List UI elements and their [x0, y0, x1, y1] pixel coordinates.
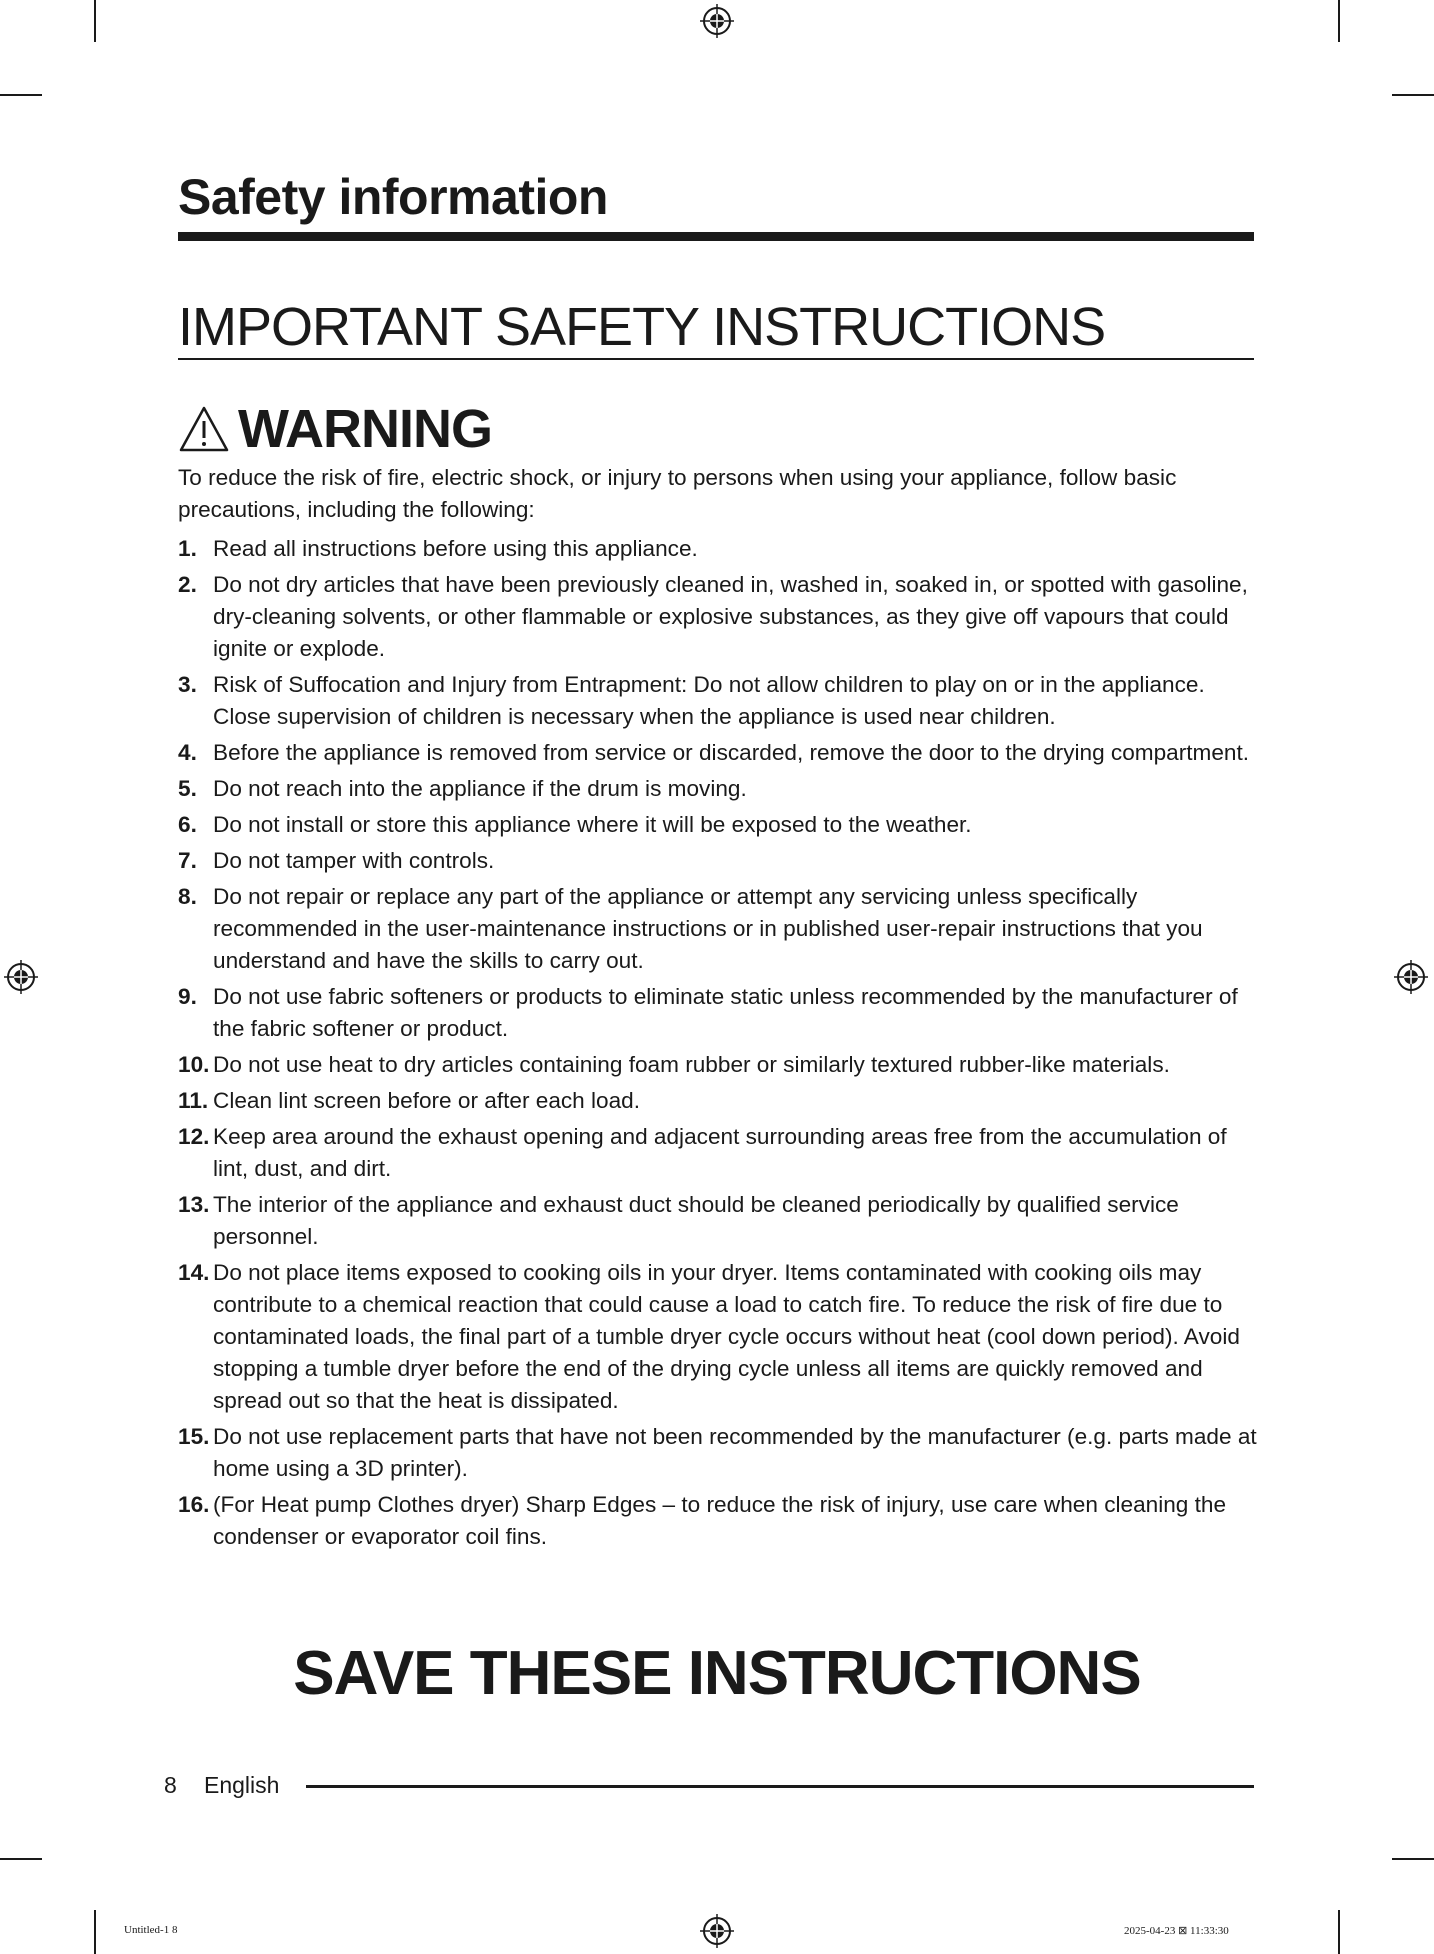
list-item-text: Do not reach into the appliance if the drum is moving.	[213, 776, 747, 801]
list-item-number: 1.	[178, 536, 197, 561]
list-item-text: Do not tamper with controls.	[213, 848, 495, 873]
list-item-number: 3.	[178, 672, 197, 697]
list-item-text: Do not install or store this appliance where it will be exposed to the weather.	[213, 812, 972, 837]
list-item-text: Do not place items exposed to cooking oils in your dryer. Items contaminated with cooking oils may contribute to a chemical reaction that could cause a load to catch fire. To reduce the risk of fire due to contaminated loads, the final part of a tumble dryer cycle occurs without heat (cool down period). Avoid stopping a tumble dryer before the end of the drying cycle unless all items are quickly removed and spread out so that the heat is dissipated.	[213, 1260, 1240, 1413]
list-item	[178, 1121, 1268, 1185]
registration-mark-icon	[1394, 960, 1428, 994]
registration-mark-icon	[4, 960, 38, 994]
registration-mark-icon	[700, 4, 734, 38]
warning-heading	[178, 396, 492, 462]
list-item-text: Do not use replacement parts that have not been recommended by the manufacturer (e.g. parts made at home using a 3D printer).	[213, 1424, 1257, 1481]
crop-mark	[1392, 94, 1434, 96]
print-timestamp: 2025-04-23 ⊠ 11:33:30	[1124, 1925, 1229, 1937]
list-item	[178, 773, 1268, 805]
list-item	[178, 1489, 1268, 1553]
list-item-text: Do not repair or replace any part of the appliance or attempt any servicing unless specifically recommended in the user-maintenance instructions or in published user-repair instructions that you understand and have the skills to carry out.	[213, 884, 1203, 973]
list-item-text: Do not use fabric softeners or products to eliminate static unless recommended by the manufacturer of the fabric softener or product.	[213, 984, 1238, 1041]
warning-triangle-icon	[178, 405, 230, 453]
list-item-text: Risk of Suffocation and Injury from Entrapment: Do not allow children to play on or in the appliance. Close supervision of children is necessary when the appliance is used near children.	[213, 672, 1205, 729]
list-item	[178, 881, 1268, 977]
list-item	[178, 1085, 1268, 1117]
list-item	[178, 981, 1268, 1045]
footer-rule	[306, 1785, 1254, 1788]
crop-mark	[1338, 0, 1340, 42]
crop-mark	[0, 1858, 42, 1860]
section-title-rule	[178, 232, 1254, 241]
list-item-text: Keep area around the exhaust opening and adjacent surrounding areas free from the accumulation of lint, dust, and dirt.	[213, 1124, 1227, 1181]
list-item-number: 11.	[178, 1088, 209, 1113]
list-item-number: 5.	[178, 776, 197, 801]
list-item	[178, 669, 1268, 733]
list-item	[178, 1189, 1268, 1253]
section-title: Safety information	[178, 169, 608, 225]
heading-rule	[178, 358, 1254, 360]
list-item	[178, 1049, 1268, 1081]
list-item	[178, 845, 1268, 877]
list-item	[178, 533, 1268, 565]
crop-mark	[0, 94, 42, 96]
list-item-number: 7.	[178, 848, 197, 873]
print-file-label: Untitled-1 8	[124, 1924, 178, 1936]
list-item-number: 2.	[178, 572, 197, 597]
list-item	[178, 569, 1268, 665]
crop-mark	[94, 0, 96, 42]
list-item-number: 9.	[178, 984, 197, 1009]
instructions-list	[178, 533, 1268, 1557]
list-item-number: 13.	[178, 1192, 210, 1217]
list-item	[178, 1421, 1268, 1485]
list-item-number: 15.	[178, 1424, 210, 1449]
list-item	[178, 1257, 1268, 1417]
page-language: English	[204, 1772, 280, 1798]
list-item-number: 6.	[178, 812, 197, 837]
list-item-text: Clean lint screen before or after each load.	[213, 1088, 641, 1113]
list-item-number: 8.	[178, 884, 197, 909]
list-item-number: 16.	[178, 1492, 210, 1517]
page-heading: IMPORTANT SAFETY INSTRUCTIONS	[178, 297, 1106, 357]
save-instructions-heading: SAVE THESE INSTRUCTIONS	[293, 1639, 1141, 1708]
registration-mark-icon	[700, 1914, 734, 1948]
crop-mark	[1392, 1858, 1434, 1860]
list-item-number: 4.	[178, 740, 197, 765]
crop-mark	[1338, 1910, 1340, 1954]
list-item-number: 10.	[178, 1052, 210, 1077]
list-item-text: Before the appliance is removed from service or discarded, remove the door to the drying compartment.	[213, 740, 1250, 765]
list-item-text: Do not dry articles that have been previously cleaned in, washed in, soaked in, or spotted with gasoline, dry-cleaning solvents, or other flammable or explosive substances, as they give off vapours that could ignite or explode.	[213, 572, 1248, 661]
list-item-text: Do not use heat to dry articles containing foam rubber or similarly textured rubber-like materials.	[213, 1052, 1170, 1077]
list-item	[178, 737, 1268, 769]
list-item-number: 12.	[178, 1124, 210, 1149]
warning-label: WARNING	[238, 399, 492, 459]
crop-mark	[94, 1910, 96, 1954]
list-item-text: The interior of the appliance and exhaust duct should be cleaned periodically by qualified service personnel.	[213, 1192, 1179, 1249]
list-item-text: Read all instructions before using this appliance.	[213, 536, 698, 561]
list-item-text: (For Heat pump Clothes dryer) Sharp Edges – to reduce the risk of injury, use care when cleaning the condenser or evaporator coil fins.	[213, 1492, 1227, 1549]
list-item	[178, 809, 1268, 841]
list-item-number: 14.	[178, 1260, 210, 1285]
page-number: 8	[164, 1772, 177, 1798]
warning-intro: To reduce the risk of fire, electric shock, or injury to persons when using your appliance, follow basic precautions, including the following:	[178, 465, 1177, 522]
